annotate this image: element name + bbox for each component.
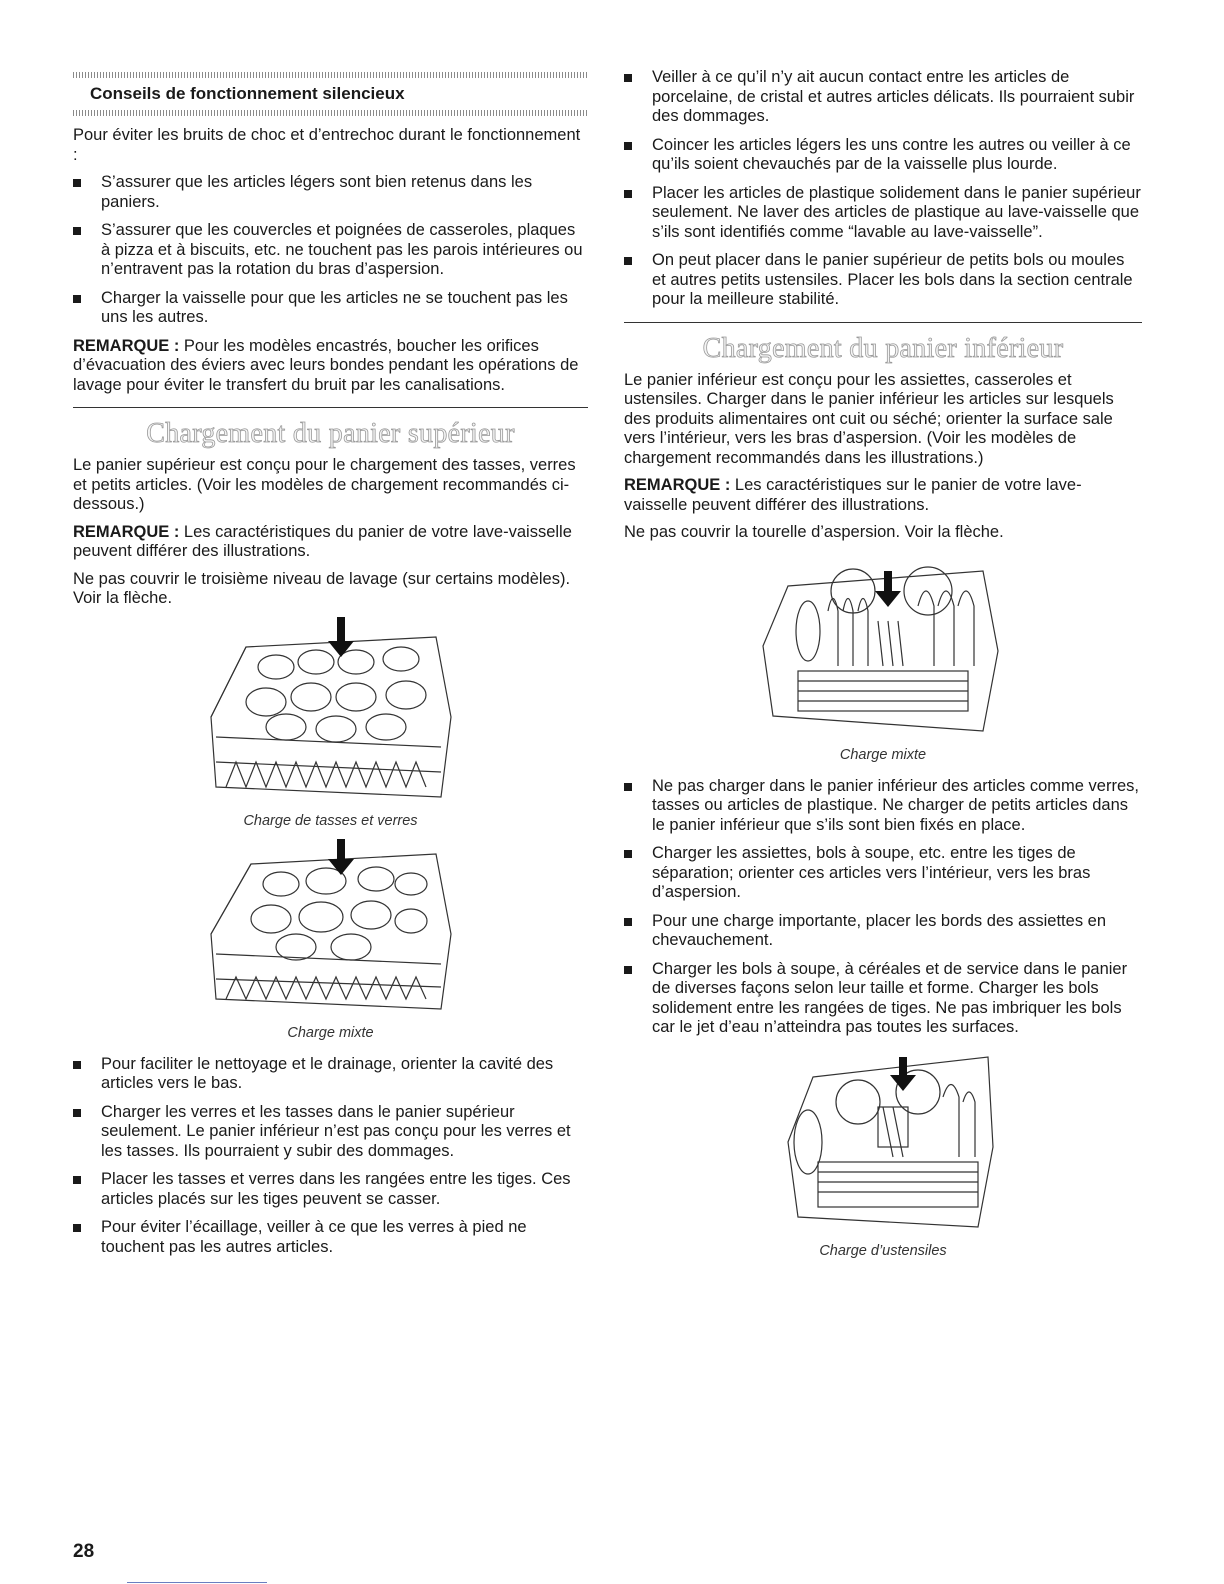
list-item: Pour une charge importante, placer les bords des assiettes en chevauchement.: [624, 912, 1142, 951]
list-item: Charger les bols à soupe, à céréales et de service dans le panier de diverses façons selon leur taille et forme. Charger les bols solidement entre les rangées de tiges. Ne pas imbriquer les bols car le jet d’eau n’atteindra pas toutes les surfaces.: [624, 960, 1142, 1038]
left-column: [73, 60, 588, 1266]
tips-note: REMARQUE : Pour les modèles encastrés, boucher les orifices d’évacuation des éviers avec leurs bondes pendant les opérations de lavage pour éviter le transfert du bruit par les canalisations.: [73, 336, 579, 394]
lower-rack-illustration: [758, 551, 1008, 741]
list-item: Coincer les articles légers les uns contre les autres ou veiller à ce qu’ils soient chevauchés par de la vaisselle plus lourde.: [624, 136, 1142, 175]
tips-intro: Pour éviter les bruits de choc et d’entrechoc durant le fonctionnement :: [73, 126, 581, 164]
heading-hatch-bottom: [73, 110, 588, 116]
list-item: Ne pas charger dans le panier inférieur des articles comme verres, tasses ou articles de plastique. Ne charger de petits articles dans le panier inférieur que s’ils sont bien fixés en place.: [624, 777, 1142, 836]
bullet-square-icon: [73, 227, 81, 235]
bullet-square-icon: [624, 257, 632, 265]
list-item: S’assurer que les couvercles et poignées de casseroles, plaques à pizza et à biscuits, etc. ne touchent pas les parois intérieures ou n’entravent pas la rotation du bras d’aspersion.: [73, 221, 588, 280]
list-item: Placer les articles de plastique solidement dans le panier supérieur seulement. Ne laver des articles de plastique au lave-vaisselle que s’ils sont identifiés comme “lavable au lave-vaisselle”.: [624, 184, 1142, 243]
tips-heading: Conseils de fonctionnement silencieux: [90, 84, 405, 103]
lower-intro: Le panier inférieur est conçu pour les assiettes, casseroles et ustensiles. Charger dans le panier inférieur les articles sur lesquels des produits alimentaires ont cuit ou séché; orienter la surface sale vers l’intérieur, vers les bras d’aspersion. (Voir les modèles de chargement recommandés dans les illustrations.): [624, 370, 1114, 467]
section-divider: [624, 322, 1142, 323]
list-item: Pour faciliter le nettoyage et le drainage, orienter la cavité des articles vers le bas.: [73, 1055, 588, 1094]
utensil-basket-illustration: [768, 1047, 998, 1237]
figure-mixed-upper: [73, 839, 588, 1041]
bullet-square-icon: [624, 850, 632, 858]
bullet-square-icon: [624, 918, 632, 926]
tips-list: [73, 173, 588, 328]
figure-caption: Charge mixte: [287, 1024, 374, 1041]
list-item: Charger la vaisselle pour que les articles ne se touchent pas les uns les autres.: [73, 289, 588, 328]
delicate-items-list: [624, 68, 1142, 310]
figure-caption: Charge d’ustensiles: [819, 1242, 947, 1259]
list-item: Pour éviter l’écaillage, veiller à ce que les verres à pied ne touchent pas les autres articles.: [73, 1218, 588, 1257]
upper-note: REMARQUE : Les caractéristiques du panier de votre lave-vaisselle peuvent différer des illustrations.: [73, 522, 572, 560]
list-item: On peut placer dans le panier supérieur de petits bols ou moules et autres petits ustensiles. Placer les bols dans la section centrale pour la meilleure stabilité.: [624, 251, 1142, 310]
list-item: S’assurer que les articles légers sont bien retenus dans les paniers.: [73, 173, 588, 212]
figure-caption: Charge mixte: [839, 746, 927, 763]
list-item: Veiller à ce qu’il n’y ait aucun contact entre les articles de porcelaine, de cristal et autres articles délicats. Ils pourraient subir des dommages.: [624, 68, 1142, 127]
list-item: Charger les verres et les tasses dans le panier supérieur seulement. Le panier inférieur n’est pas conçu pour les verres et les tasses. Ils pourraient y subir des dommages.: [73, 1103, 588, 1162]
upper-intro: Le panier supérieur est conçu pour le chargement des tasses, verres et petits articles. (Voir les modèles de chargement recommandés ci-dessous.): [73, 456, 576, 513]
upper-rack-illustration: [206, 617, 456, 807]
upper-rack-heading: Chargement du panier supérieur: [146, 418, 515, 449]
list-item: Placer les tasses et verres dans les rangées entre les tiges. Ces articles placés sur les tiges peuvent se casser.: [73, 1170, 588, 1209]
figure-caption: Charge de tasses et verres: [243, 812, 418, 829]
bullet-square-icon: [73, 1224, 81, 1232]
bullet-square-icon: [624, 966, 632, 974]
bullet-square-icon: [73, 1061, 81, 1069]
right-column: [624, 60, 1142, 1269]
figure-mixed-lower: [624, 551, 1142, 763]
section-divider: [73, 407, 588, 408]
bullet-square-icon: [624, 783, 632, 791]
bullet-square-icon: [73, 295, 81, 303]
upper-cover-note: Ne pas couvrir le troisième niveau de lavage (sur certains modèles). Voir la flèche.: [73, 569, 571, 607]
footer-rule: [127, 1582, 267, 1583]
lower-note: REMARQUE : Les caractéristiques sur le panier de votre lave-vaisselle peuvent différer des illustrations.: [624, 476, 1082, 514]
lower-rack-heading: Chargement du panier inférieur: [702, 332, 1064, 364]
lower-cover-note: Ne pas couvrir la tourelle d’aspersion. Voir la flèche.: [624, 523, 1004, 541]
bullet-square-icon: [73, 179, 81, 187]
figure-utensils: [624, 1047, 1142, 1259]
figure-cups-glasses: [73, 617, 588, 829]
bullet-square-icon: [624, 142, 632, 150]
lower-rack-list: [624, 777, 1142, 1038]
page-number: 28: [73, 1541, 95, 1562]
bullet-square-icon: [624, 74, 632, 82]
bullet-square-icon: [73, 1109, 81, 1117]
heading-hatch-top: [73, 72, 588, 78]
bullet-square-icon: [624, 190, 632, 198]
list-item: Charger les assiettes, bols à soupe, etc. entre les tiges de séparation; orienter ces articles vers l’intérieur, vers les bras d’aspersion.: [624, 844, 1142, 903]
upper-rack-mixed-illustration: [206, 839, 456, 1019]
bullet-square-icon: [73, 1176, 81, 1184]
upper-rack-list: [73, 1055, 588, 1258]
